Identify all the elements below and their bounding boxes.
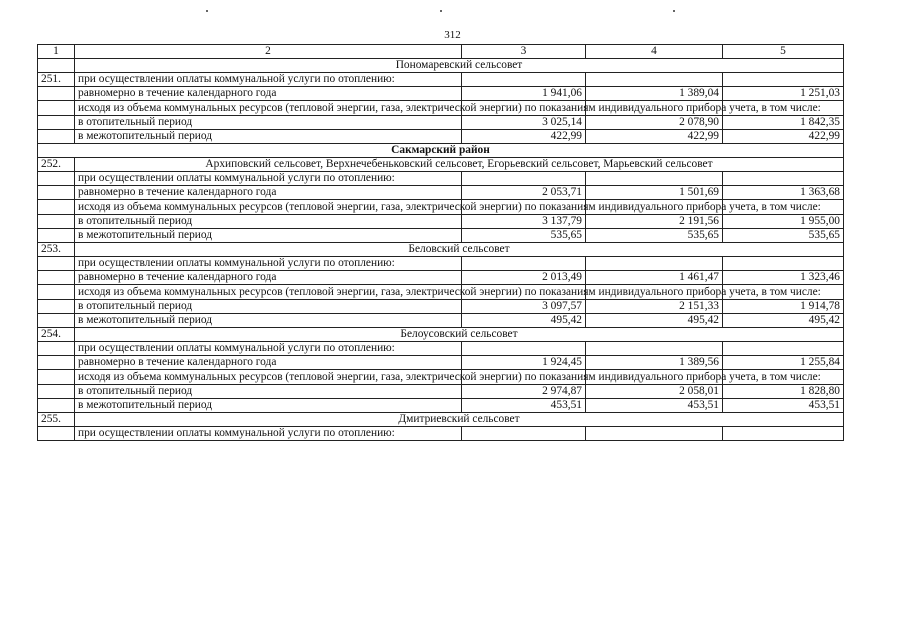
row-index — [38, 370, 75, 385]
value-col-4: 1 389,56 — [586, 356, 723, 370]
row-label: исходя из объема коммунальных ресурсов (тепловой энергии, газа, электрической энергии) по показаниям индивидуального прибора учета, в том числе: — [75, 285, 462, 300]
value-col-3: 535,65 — [462, 229, 586, 243]
value-col-5: 1 914,78 — [723, 300, 844, 314]
empty-cell — [462, 172, 586, 186]
value-col-5: 1 842,35 — [723, 116, 844, 130]
row-label: равномерно в течение календарного года — [75, 87, 462, 101]
row-index — [38, 257, 75, 271]
row-index — [38, 356, 75, 370]
row-index — [38, 200, 75, 215]
row-index — [38, 342, 75, 356]
row-label: равномерно в течение календарного года — [75, 271, 462, 285]
table-row — [38, 257, 844, 271]
table-row — [38, 59, 844, 73]
value-col-5: 535,65 — [723, 229, 844, 243]
row-label: при осуществлении оплаты коммунальной услуги по отоплению: — [75, 257, 462, 271]
row-index — [38, 172, 75, 186]
empty-cell — [462, 342, 586, 356]
table-row — [38, 427, 844, 441]
value-col-5: 495,42 — [723, 314, 844, 328]
row-label: исходя из объема коммунальных ресурсов (тепловой энергии, газа, электрической энергии) по показаниям индивидуального прибора учета, в том числе: — [75, 370, 462, 385]
value-col-4: 453,51 — [586, 399, 723, 413]
table-row — [38, 229, 844, 243]
row-index — [38, 385, 75, 399]
value-col-5: 1 251,03 — [723, 87, 844, 101]
value-col-4: 2 191,56 — [586, 215, 723, 229]
value-col-3: 2 053,71 — [462, 186, 586, 200]
empty-cell — [586, 73, 723, 87]
row-index — [38, 130, 75, 144]
table-row — [38, 285, 844, 300]
empty-cell — [586, 342, 723, 356]
value-col-3: 3 025,14 — [462, 116, 586, 130]
table-row — [38, 370, 844, 385]
table-row — [38, 271, 844, 285]
empty-cell — [723, 342, 844, 356]
row-label: в отопительный период — [75, 300, 462, 314]
table-row — [38, 200, 844, 215]
value-col-3: 495,42 — [462, 314, 586, 328]
row-index: 254. — [38, 328, 75, 342]
table-row — [38, 413, 844, 427]
row-index: 255. — [38, 413, 75, 427]
value-col-4: 1 461,47 — [586, 271, 723, 285]
row-index — [38, 300, 75, 314]
column-header: 1 — [38, 45, 75, 59]
value-col-3: 1 924,45 — [462, 356, 586, 370]
table-row — [38, 215, 844, 229]
row-index: 251. — [38, 73, 75, 87]
section-heading: Пономаревский сельсовет — [75, 59, 844, 73]
table-row — [38, 101, 844, 116]
column-header-row — [38, 45, 844, 59]
row-index — [38, 399, 75, 413]
table-row — [38, 385, 844, 399]
table-row — [38, 130, 844, 144]
value-col-3: 453,51 — [462, 399, 586, 413]
value-col-3: 1 941,06 — [462, 87, 586, 101]
settlement-name: Белоусовский сельсовет — [75, 328, 844, 342]
row-label: при осуществлении оплаты коммунальной услуги по отоплению: — [75, 342, 462, 356]
row-label: в межотопительный период — [75, 399, 462, 413]
row-index — [38, 229, 75, 243]
value-col-5: 1 955,00 — [723, 215, 844, 229]
district-heading: Сакмарский район — [38, 144, 844, 158]
row-label: в межотопительный период — [75, 314, 462, 328]
row-index — [38, 314, 75, 328]
table-row — [38, 186, 844, 200]
value-col-3: 2 974,87 — [462, 385, 586, 399]
row-label: в отопительный период — [75, 116, 462, 130]
row-index: 252. — [38, 158, 75, 172]
value-col-5: 1 323,46 — [723, 271, 844, 285]
value-col-3: 2 013,49 — [462, 271, 586, 285]
column-header: 5 — [723, 45, 844, 59]
value-col-3: 422,99 — [462, 130, 586, 144]
scan-speck — [440, 10, 442, 12]
table-row — [38, 158, 844, 172]
row-label: в межотопительный период — [75, 130, 462, 144]
empty-cell — [462, 73, 586, 87]
value-col-4: 535,65 — [586, 229, 723, 243]
empty-cell — [38, 59, 75, 73]
value-col-3: 3 097,57 — [462, 300, 586, 314]
row-index — [38, 87, 75, 101]
value-col-4: 1 389,04 — [586, 87, 723, 101]
empty-cell — [723, 427, 844, 441]
row-index — [38, 427, 75, 441]
row-index: 253. — [38, 243, 75, 257]
empty-cell — [586, 427, 723, 441]
row-index — [38, 101, 75, 116]
empty-cell — [723, 172, 844, 186]
row-label: равномерно в течение календарного года — [75, 356, 462, 370]
value-col-5: 422,99 — [723, 130, 844, 144]
row-index — [38, 285, 75, 300]
empty-cell — [586, 257, 723, 271]
value-col-3: 3 137,79 — [462, 215, 586, 229]
row-label: при осуществлении оплаты коммунальной услуги по отоплению: — [75, 73, 462, 87]
table-row — [38, 172, 844, 186]
row-label: исходя из объема коммунальных ресурсов (тепловой энергии, газа, электрической энергии) по показаниям индивидуального прибора учета, в том числе: — [75, 200, 462, 215]
table-row — [38, 342, 844, 356]
value-col-4: 2 058,01 — [586, 385, 723, 399]
page-number: 312 — [444, 29, 461, 41]
value-col-4: 2 151,33 — [586, 300, 723, 314]
table-row — [38, 73, 844, 87]
row-index — [38, 215, 75, 229]
row-index — [38, 116, 75, 130]
table-row — [38, 87, 844, 101]
empty-cell — [586, 172, 723, 186]
tariff-table — [37, 44, 844, 441]
empty-cell — [723, 257, 844, 271]
row-label: в межотопительный период — [75, 229, 462, 243]
table-row — [38, 356, 844, 370]
row-label: равномерно в течение календарного года — [75, 186, 462, 200]
value-col-5: 1 255,84 — [723, 356, 844, 370]
table-row — [38, 300, 844, 314]
table-row — [38, 328, 844, 342]
row-index — [38, 271, 75, 285]
column-header: 3 — [462, 45, 586, 59]
value-col-4: 422,99 — [586, 130, 723, 144]
row-label: при осуществлении оплаты коммунальной услуги по отоплению: — [75, 427, 462, 441]
row-label: исходя из объема коммунальных ресурсов (тепловой энергии, газа, электрической энергии) по показаниям индивидуального прибора учета, в том числе: — [75, 101, 462, 116]
row-label: в отопительный период — [75, 215, 462, 229]
row-label: при осуществлении оплаты коммунальной услуги по отоплению: — [75, 172, 462, 186]
table-row — [38, 243, 844, 257]
value-col-4: 495,42 — [586, 314, 723, 328]
empty-cell — [462, 427, 586, 441]
row-label: в отопительный период — [75, 385, 462, 399]
value-col-5: 453,51 — [723, 399, 844, 413]
column-header: 4 — [586, 45, 723, 59]
column-header: 2 — [75, 45, 462, 59]
scan-speck — [206, 10, 208, 12]
empty-cell — [723, 73, 844, 87]
value-col-4: 2 078,90 — [586, 116, 723, 130]
row-index — [38, 186, 75, 200]
value-col-4: 1 501,69 — [586, 186, 723, 200]
value-col-5: 1 828,80 — [723, 385, 844, 399]
empty-cell — [462, 257, 586, 271]
table-row — [38, 399, 844, 413]
settlement-name: Архиповский сельсовет, Верхнечебеньковский сельсовет, Егорьевский сельсовет, Марьевский сельсовет — [75, 158, 844, 172]
value-col-5: 1 363,68 — [723, 186, 844, 200]
settlement-name: Дмитриевский сельсовет — [75, 413, 844, 427]
table-row — [38, 314, 844, 328]
settlement-name: Беловский сельсовет — [75, 243, 844, 257]
scan-speck — [673, 10, 675, 12]
table-row — [38, 144, 844, 158]
table-row — [38, 116, 844, 130]
